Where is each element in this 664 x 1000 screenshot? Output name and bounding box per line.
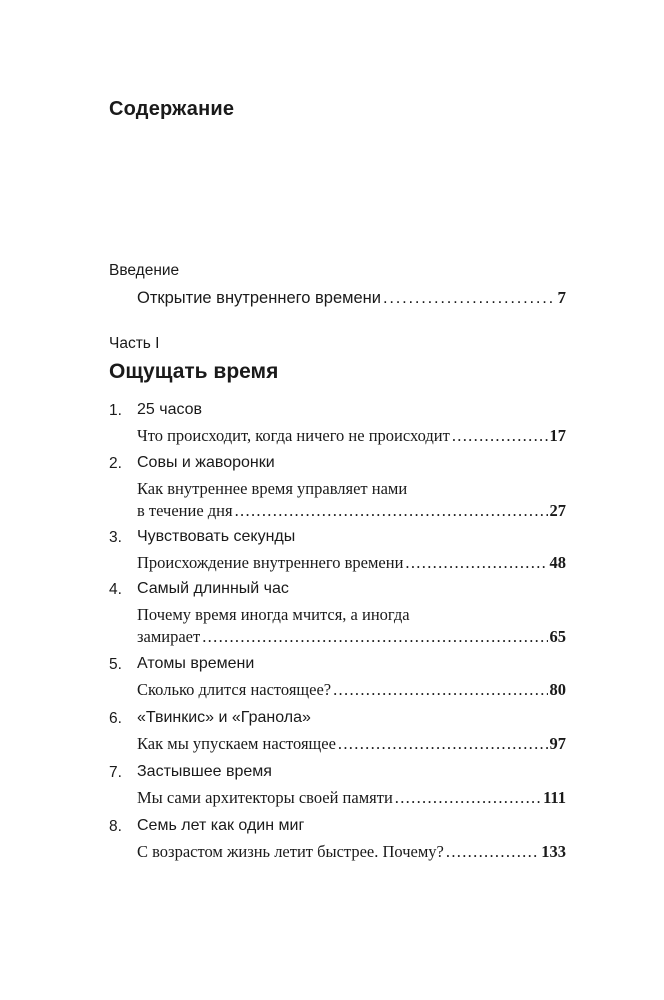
chapter-number: 6.	[109, 710, 122, 727]
subtitle-text: замирает	[137, 627, 201, 646]
subtitle-text: Сколько длится настоящее?	[137, 680, 332, 699]
chapter-number: 5.	[109, 656, 122, 673]
part-title: Ощущать время	[109, 360, 279, 383]
chapter-title[interactable]: 25 часов	[137, 401, 203, 418]
chapter-subtitle[interactable]	[137, 501, 566, 521]
toc-entry-intro[interactable]	[137, 288, 566, 308]
page-number: 65	[549, 627, 566, 646]
dot-leader	[452, 426, 548, 446]
chapter-title[interactable]: Застывшее время	[137, 763, 272, 780]
chapter-subtitle[interactable]	[137, 734, 566, 754]
page-number: 48	[549, 553, 566, 572]
chapter-number: 8.	[109, 818, 122, 835]
chapter-number: 4.	[109, 581, 122, 598]
subtitle-text: Происхождение внутреннего времени	[137, 553, 404, 572]
chapter-subtitle[interactable]	[137, 426, 566, 446]
page-number: 17	[549, 426, 566, 445]
chapter-number: 1.	[109, 402, 122, 419]
subtitle-text: в течение дня	[137, 501, 233, 520]
chapter-title[interactable]: Чувствовать секунды	[137, 528, 296, 545]
page-number: 27	[549, 501, 566, 520]
chapter-title[interactable]: Семь лет как один миг	[137, 817, 305, 834]
chapter-subtitle[interactable]	[137, 788, 566, 808]
subtitle-text: Мы сами архитекторы своей памяти	[137, 788, 393, 807]
chapter-subtitle-line: Почему время иногда мчится, а иногда	[137, 605, 410, 624]
subtitle-text: Как мы упускаем настоящее	[137, 734, 336, 753]
page-number: 97	[549, 734, 566, 753]
chapter-title[interactable]: Совы и жаворонки	[137, 454, 275, 471]
chapter-title[interactable]: «Твинкис» и «Гранола»	[137, 709, 311, 726]
chapter-number: 7.	[109, 764, 122, 781]
intro-label: Введение	[109, 262, 180, 279]
dot-leader	[446, 842, 539, 862]
chapter-subtitle[interactable]	[137, 680, 566, 700]
chapter-number: 3.	[109, 529, 122, 546]
chapter-subtitle[interactable]	[137, 627, 566, 647]
dot-leader	[405, 553, 547, 573]
chapter-title[interactable]: Атомы времени	[137, 655, 255, 672]
page-number: 111	[543, 788, 566, 807]
page-number: 133	[541, 842, 566, 861]
dot-leader	[338, 734, 548, 754]
chapter-number: 2.	[109, 455, 122, 472]
chapter-subtitle-line: Как внутреннее время управляет нами	[137, 479, 408, 498]
chapter-subtitle[interactable]	[137, 842, 566, 862]
part-label: Часть I	[109, 335, 160, 352]
subtitle-text: С возрастом жизнь летит быстрее. Почему?	[137, 842, 444, 861]
dot-leader	[333, 680, 547, 700]
subtitle-text: Что происходит, когда ничего не происходит	[137, 426, 450, 445]
chapter-title[interactable]: Самый длинный час	[137, 580, 289, 597]
page-number: 80	[549, 680, 566, 699]
dot-leader	[235, 501, 548, 521]
dot-leader	[395, 788, 541, 808]
dot-leader	[202, 627, 547, 647]
chapter-subtitle[interactable]	[137, 553, 566, 573]
page-number: 7	[557, 288, 566, 307]
page-title: Содержание	[109, 98, 235, 120]
dot-leader	[383, 289, 555, 308]
entry-title: Открытие внутреннего времени	[137, 289, 382, 307]
